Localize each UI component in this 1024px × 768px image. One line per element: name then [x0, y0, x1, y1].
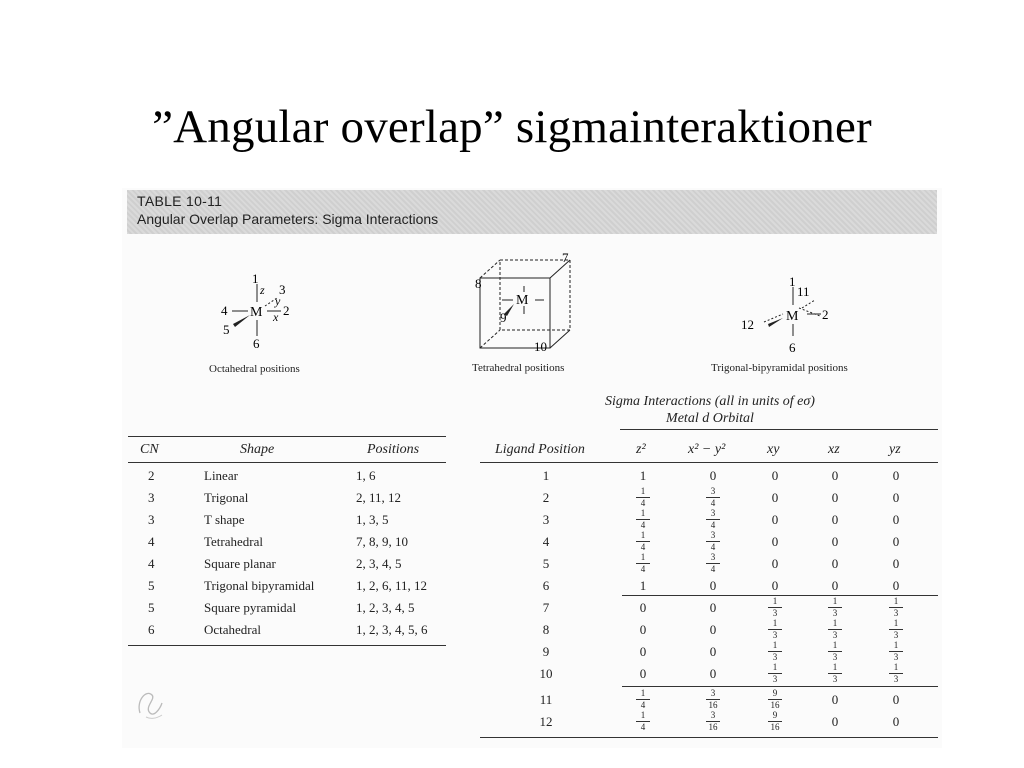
shape-cell-positions: 1, 2, 3, 4, 5 [356, 600, 415, 615]
sigma-cell-fraction [628, 531, 658, 552]
sigma-cell-value: 0 [771, 556, 779, 571]
fraction-numerator: 3 [710, 552, 716, 562]
tbp-label-11: 11 [797, 284, 810, 299]
fraction-denominator: 4 [640, 700, 646, 710]
shape-cell-shape: Trigonal bipyramidal [204, 578, 315, 593]
fraction-denominator: 4 [640, 564, 646, 574]
table-number: TABLE 10-11 [137, 193, 223, 209]
fraction-numerator: 1 [640, 688, 646, 698]
fraction-numerator: 1 [893, 662, 899, 672]
sigma-cell-value: 0 [639, 622, 647, 637]
sigma-cell-value: 0 [892, 468, 900, 483]
sigma-cell-value: 0 [892, 534, 900, 549]
fraction-denominator: 3 [772, 674, 778, 684]
sigma-cell-value: 1 [639, 578, 647, 593]
fraction-denominator: 3 [832, 652, 838, 662]
sigma-cell-value: 0 [892, 512, 900, 527]
fraction-denominator: 16 [770, 722, 780, 732]
fraction-numerator: 1 [772, 618, 778, 628]
fraction-denominator: 3 [893, 674, 899, 684]
shape-cell-shape: Square planar [204, 556, 276, 571]
sigma-cell-position: 5 [542, 556, 550, 571]
sigma-cell-fraction [881, 663, 911, 684]
fraction-denominator: 16 [708, 700, 718, 710]
sigma-cell-value: 0 [709, 578, 717, 593]
fraction-numerator: 3 [710, 508, 716, 518]
handwritten-signature [132, 683, 172, 723]
sigma-header-yz: yz [889, 442, 901, 457]
fraction-numerator: 1 [832, 618, 838, 628]
sigma-cell-value: 0 [892, 714, 900, 729]
shape-cell-shape: Tetrahedral [204, 534, 263, 549]
shape-cell-cn: 5 [148, 600, 155, 615]
shape-table-bottom-rule [128, 645, 446, 646]
tet-metal: M [516, 293, 529, 308]
shape-cell-shape: T shape [204, 512, 245, 527]
sigma-cell-fraction [881, 597, 911, 618]
oct-axis-z: z [260, 283, 265, 297]
shape-cell-shape: Octahedral [204, 622, 262, 637]
shape-cell-cn: 6 [148, 622, 155, 637]
fraction-numerator: 1 [640, 710, 646, 720]
fraction-numerator: 1 [832, 596, 838, 606]
fraction-numerator: 1 [832, 662, 838, 672]
sigma-cell-position: 9 [542, 644, 550, 659]
shape-cell-positions: 2, 11, 12 [356, 490, 402, 505]
sigma-cell-value: 0 [831, 534, 839, 549]
sigma-header-position: Ligand Position [495, 442, 585, 457]
fraction-denominator: 3 [893, 652, 899, 662]
fraction-numerator: 1 [640, 508, 646, 518]
table-title: Angular Overlap Parameters: Sigma Interactions [137, 211, 439, 227]
tbp-label-6: 6 [789, 340, 796, 355]
shape-cell-positions: 2, 3, 4, 5 [356, 556, 402, 571]
sigma-cell-fraction [628, 487, 658, 508]
fraction-denominator: 4 [640, 520, 646, 530]
sigma-table-title [560, 393, 860, 427]
shape-cell-shape: Square pyramidal [204, 600, 297, 615]
oct-metal: M [250, 305, 263, 320]
sigma-cell-fraction [760, 597, 790, 618]
sigma-cell-fraction [760, 619, 790, 640]
sigma-group-rule-1 [622, 595, 938, 596]
sigma-cell-value: 0 [639, 666, 647, 681]
tbp-caption: Trigonal-bipyramidal positions [711, 362, 848, 374]
shape-cell-positions: 1, 3, 5 [356, 512, 389, 527]
oct-label-6: 6 [253, 336, 260, 351]
fraction-denominator: 4 [710, 564, 716, 574]
tet-label-8: 8 [475, 276, 482, 291]
sigma-cell-position: 4 [542, 534, 550, 549]
tet-label-7: 7 [562, 250, 569, 265]
tbp-label-2: 2 [822, 307, 829, 322]
shape-cell-positions: 1, 2, 6, 11, 12 [356, 578, 428, 593]
shape-cell-cn: 3 [148, 512, 155, 527]
fraction-numerator: 1 [640, 552, 646, 562]
sigma-cell-position: 6 [542, 578, 550, 593]
sigma-cell-value: 0 [831, 714, 839, 729]
oct-label-1: 1 [252, 271, 259, 286]
fraction-numerator: 3 [710, 486, 716, 496]
fraction-numerator: 1 [772, 640, 778, 650]
sigma-table-header-rule [480, 462, 938, 463]
fraction-denominator: 3 [772, 630, 778, 640]
sigma-cell-position: 3 [542, 512, 550, 527]
fraction-numerator: 1 [893, 596, 899, 606]
sigma-cell-value: 0 [892, 490, 900, 505]
sigma-cell-value: 0 [831, 556, 839, 571]
fraction-numerator: 3 [710, 530, 716, 540]
octahedral-caption: Octahedral positions [209, 363, 300, 375]
tetrahedral-diagram [470, 248, 580, 358]
sigma-cell-fraction [628, 689, 658, 710]
oct-label-3: 3 [279, 282, 286, 297]
sigma-cell-fraction [820, 597, 850, 618]
sigma-cell-fraction [698, 553, 728, 574]
fraction-denominator: 3 [893, 630, 899, 640]
oct-axis-x: x [273, 310, 279, 324]
sigma-cell-value: 0 [831, 468, 839, 483]
shape-cell-cn: 4 [148, 556, 155, 571]
sigma-cell-fraction [698, 531, 728, 552]
fraction-numerator: 9 [772, 688, 778, 698]
oct-label-4: 4 [221, 303, 228, 318]
sigma-title-line: Sigma Interactions (all in units of eσ) [605, 394, 815, 409]
sigma-cell-value: 0 [639, 644, 647, 659]
fraction-denominator: 3 [832, 674, 838, 684]
fraction-denominator: 4 [710, 498, 716, 508]
sigma-header-x2y2: x² − y² [688, 442, 726, 457]
shape-header-shape: Shape [240, 442, 275, 457]
fraction-numerator: 1 [772, 662, 778, 672]
fraction-denominator: 16 [708, 722, 718, 732]
fraction-numerator: 1 [893, 640, 899, 650]
sigma-cell-fraction [760, 689, 790, 710]
fraction-denominator: 4 [640, 542, 646, 552]
shape-cell-cn: 2 [148, 468, 155, 483]
sigma-cell-fraction [760, 663, 790, 684]
sigma-cell-value: 0 [709, 622, 717, 637]
sigma-cell-value: 0 [831, 512, 839, 527]
sigma-cell-fraction [628, 509, 658, 530]
sigma-cell-position: 2 [542, 490, 550, 505]
sigma-group-rule-2 [622, 686, 938, 687]
fraction-denominator: 3 [772, 652, 778, 662]
oct-label-2: 2 [283, 303, 290, 318]
tbp-label-1: 1 [789, 274, 796, 289]
slide-title: ”Angular overlap” sigmainteraktioner [152, 101, 872, 153]
fraction-numerator: 9 [772, 710, 778, 720]
fraction-denominator: 4 [710, 542, 716, 552]
sigma-cell-position: 7 [542, 600, 550, 615]
sigma-cell-fraction [698, 509, 728, 530]
sigma-header-xy: xy [767, 442, 780, 457]
sigma-cell-value: 0 [771, 578, 779, 593]
sigma-cell-value: 0 [892, 578, 900, 593]
sigma-cell-position: 1 [542, 468, 550, 483]
trigonal-bipyramidal-diagram [735, 272, 845, 357]
sigma-cell-value: 0 [771, 490, 779, 505]
sigma-cell-fraction [820, 619, 850, 640]
octahedral-diagram [215, 270, 305, 355]
shape-cell-positions: 1, 6 [356, 468, 376, 483]
fraction-numerator: 3 [710, 688, 716, 698]
sigma-cell-fraction [760, 711, 790, 732]
fraction-numerator: 1 [772, 596, 778, 606]
fraction-denominator: 3 [893, 608, 899, 618]
tbp-metal: M [786, 309, 799, 324]
shape-cell-shape: Trigonal [204, 490, 249, 505]
shape-cell-cn: 4 [148, 534, 155, 549]
fraction-numerator: 1 [893, 618, 899, 628]
sigma-cell-fraction [698, 689, 728, 710]
fraction-denominator: 3 [832, 608, 838, 618]
sigma-cell-value: 0 [831, 692, 839, 707]
sigma-cell-position: 10 [539, 666, 553, 681]
oct-label-5: 5 [223, 322, 230, 337]
sigma-cell-position: 11 [539, 692, 553, 707]
fraction-denominator: 4 [640, 498, 646, 508]
sigma-subtitle: Metal d Orbital [666, 411, 754, 426]
shape-cell-cn: 5 [148, 578, 155, 593]
sigma-cell-position: 12 [539, 714, 553, 729]
shape-cell-positions: 7, 8, 9, 10 [356, 534, 408, 549]
sigma-table-top-rule [620, 429, 938, 430]
fraction-numerator: 1 [640, 486, 646, 496]
tet-label-9: 9 [500, 310, 507, 325]
sigma-cell-fraction [628, 553, 658, 574]
tet-label-10: 10 [534, 339, 547, 354]
sigma-cell-fraction [698, 711, 728, 732]
sigma-cell-fraction [760, 641, 790, 662]
sigma-cell-value: 0 [892, 692, 900, 707]
fraction-denominator: 16 [770, 700, 780, 710]
sigma-cell-position: 8 [542, 622, 550, 637]
sigma-cell-value: 0 [771, 468, 779, 483]
sigma-header-xz: xz [828, 442, 840, 457]
shape-cell-positions: 1, 2, 3, 4, 5, 6 [356, 622, 428, 637]
sigma-cell-value: 0 [709, 644, 717, 659]
fraction-numerator: 3 [710, 710, 716, 720]
sigma-header-z2: z² [636, 442, 646, 457]
shape-table-header-rule [128, 462, 446, 463]
sigma-cell-fraction [698, 487, 728, 508]
sigma-cell-value: 0 [831, 490, 839, 505]
shape-header-cn: CN [140, 442, 159, 457]
tbp-label-12: 12 [741, 317, 754, 332]
fraction-denominator: 4 [710, 520, 716, 530]
sigma-cell-fraction [881, 619, 911, 640]
sigma-cell-value: 0 [771, 534, 779, 549]
oct-axis-y: y [275, 294, 281, 308]
sigma-cell-value: 0 [771, 512, 779, 527]
shape-cell-cn: 3 [148, 490, 155, 505]
shape-cell-shape: Linear [204, 468, 238, 483]
sigma-cell-fraction [628, 711, 658, 732]
tetrahedral-caption: Tetrahedral positions [472, 362, 565, 374]
fraction-denominator: 3 [832, 630, 838, 640]
sigma-cell-fraction [881, 641, 911, 662]
fraction-numerator: 1 [640, 530, 646, 540]
sigma-cell-value: 0 [831, 578, 839, 593]
sigma-table-bottom-rule [480, 737, 938, 738]
shape-header-positions: Positions [367, 442, 420, 457]
sigma-cell-value: 0 [709, 600, 717, 615]
shape-table-top-rule [128, 436, 446, 437]
fraction-denominator: 4 [640, 722, 646, 732]
sigma-cell-fraction [820, 641, 850, 662]
fraction-denominator: 3 [772, 608, 778, 618]
sigma-cell-value: 0 [709, 666, 717, 681]
sigma-cell-value: 1 [639, 468, 647, 483]
fraction-numerator: 1 [832, 640, 838, 650]
sigma-cell-value: 0 [709, 468, 717, 483]
sigma-cell-value: 0 [892, 556, 900, 571]
sigma-cell-fraction [820, 663, 850, 684]
sigma-cell-value: 0 [639, 600, 647, 615]
